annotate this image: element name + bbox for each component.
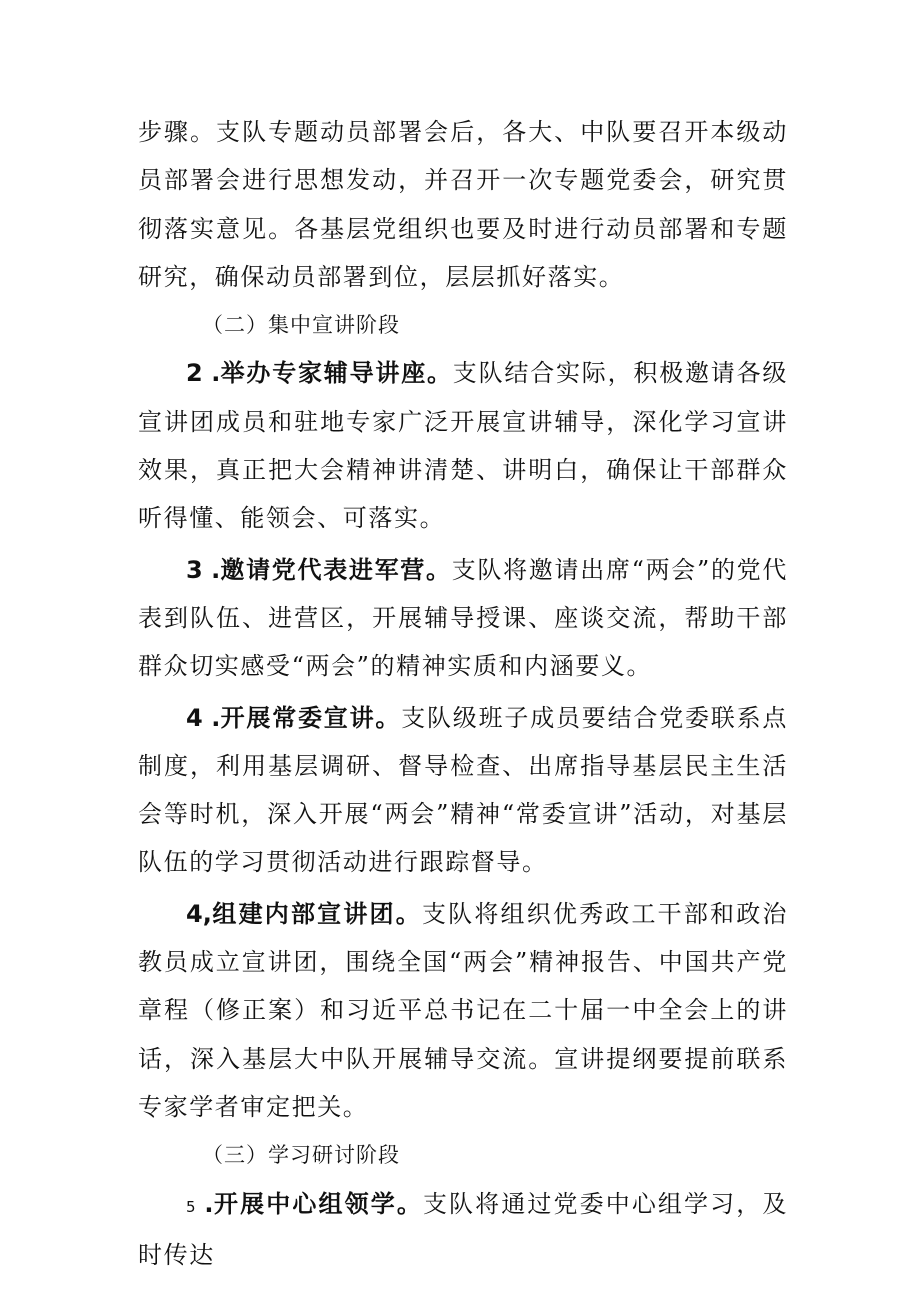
section-heading-3 (138, 1131, 788, 1179)
item-title: 邀请党代表进军营。 (220, 554, 452, 584)
item-title: 开展常委宣讲。 (220, 702, 402, 732)
item-number: 2 (186, 359, 203, 388)
document-body (138, 108, 788, 1279)
paragraph-item-6 (138, 1180, 788, 1280)
item-body: 支队结合实际，积极邀请各级宣讲团成员和驻地专家广泛开展宣讲辅导，深化学习宣讲效果，真正把大会精神讲清楚、讲明白，确保让干部群众听得懂、能领会、可落实。 (138, 359, 788, 533)
section-heading-text: （二）集中宣讲阶段 (202, 313, 400, 338)
section-heading-text: （三）学习研讨阶段 (202, 1143, 400, 1168)
paragraph-item-3 (138, 546, 788, 691)
paragraph-text: 步骤。支队专题动员部署会后，各大、中队要召开本级动员部署会进行思想发动，并召开一次专题党委会，研究贯彻落实意见。各基层党组织也要及时进行动员部署和专题研究，确保动员部署到位，层层抓好落实。 (138, 118, 788, 291)
item-title: 组建内部宣讲团。 (211, 898, 422, 928)
item-title: 开展中心组领学。 (213, 1188, 423, 1218)
item-number-separator: . (202, 703, 221, 732)
paragraph-item-2 (138, 349, 788, 542)
paragraph-item-5 (138, 890, 788, 1131)
item-number-separator: , (202, 899, 212, 928)
item-body: 支队将通过党委中心组学习，及时传达 (138, 1189, 788, 1269)
item-number: 5 (186, 1197, 196, 1216)
item-number: 4 (186, 899, 203, 928)
item-body: 支队级班子成员要结合党委联系点制度，利用基层调研、督导检查、出席指导基层民主生活会等时机，深入开展“两会”精神“常委宣讲”活动，对基层队伍的学习贯彻活动进行跟踪督导。 (138, 703, 789, 877)
paragraph-continuation (138, 108, 788, 301)
paragraph-item-4 (138, 694, 788, 887)
item-number-separator: . (202, 359, 221, 388)
item-title: 举办专家辅导讲座。 (220, 358, 453, 388)
item-number-separator: . (202, 555, 221, 584)
item-number: 4 (186, 703, 203, 732)
item-body: 支队将组织优秀政工干部和政治教员成立宣讲团，围绕全国“两会”精神报告、中国共产党章程（修正案）和习近平总书记在二十届一中全会上的讲话，深入基层大中队开展辅导交流。宣讲提纲要提前联系专家学者审定把关。 (138, 899, 788, 1121)
item-number-separator: . (195, 1189, 214, 1218)
item-number: 3 (186, 555, 203, 584)
section-heading-2 (138, 301, 788, 349)
item-body: 支队将邀请出席“两会”的党代表到队伍、进营区，开展辅导授课、座谈交流，帮助干部群众切实感受“两会”的精神实质和内涵要义。 (138, 555, 788, 681)
